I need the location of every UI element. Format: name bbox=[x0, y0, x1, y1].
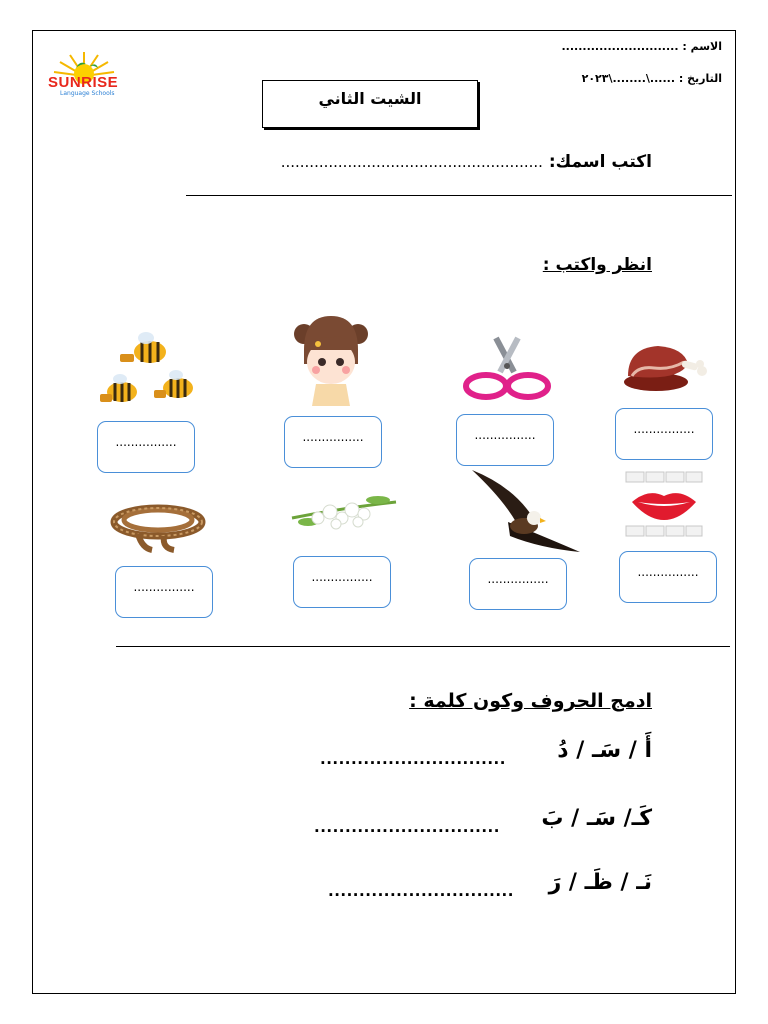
name-label: الاسم : bbox=[682, 40, 722, 53]
picture-bees bbox=[98, 330, 204, 418]
lips-icon bbox=[624, 470, 704, 542]
picture-rope bbox=[108, 496, 208, 558]
name-line bbox=[562, 40, 723, 53]
answer-box-scissors[interactable]: ................ bbox=[456, 414, 554, 466]
scissors-icon bbox=[462, 332, 552, 402]
merge-row-3-answer[interactable]: .............................. bbox=[328, 882, 514, 900]
answer-box-rope[interactable]: ................ bbox=[115, 566, 213, 618]
divider-2 bbox=[116, 646, 730, 647]
picture-meat bbox=[620, 338, 710, 402]
answer-box-flowers[interactable]: ................ bbox=[293, 556, 391, 608]
eagle-icon bbox=[468, 466, 582, 558]
divider-1 bbox=[186, 195, 732, 196]
section1-heading: انظر واكتب : bbox=[542, 255, 652, 275]
merge-row-3-letters: نَـ / ظَـ / رَ bbox=[548, 870, 652, 895]
picture-girl bbox=[294, 310, 368, 410]
answer-box-lips[interactable]: ................ bbox=[619, 551, 717, 603]
write-name-label: اكتب اسمك: bbox=[548, 152, 652, 172]
merge-row-2-answer[interactable]: .............................. bbox=[314, 818, 500, 836]
date-line bbox=[582, 72, 722, 85]
flowers-icon bbox=[288, 488, 400, 538]
rope-icon bbox=[108, 496, 208, 554]
name-dots[interactable]: ............................ bbox=[561, 40, 679, 53]
title-box bbox=[262, 80, 478, 128]
meat-icon bbox=[620, 338, 710, 398]
logo-brand: SUNRISE bbox=[48, 74, 119, 91]
date-value[interactable]: ......\........\٢٠٢٣ bbox=[581, 72, 676, 85]
picture-eagle bbox=[468, 466, 582, 562]
merge-row-1-letters: أَ / سَـ / دُ bbox=[557, 738, 652, 763]
bees-icon bbox=[98, 330, 204, 414]
logo-tagline: Language Schools bbox=[60, 90, 115, 97]
answer-box-meat[interactable]: ................ bbox=[615, 408, 713, 460]
picture-lips bbox=[624, 470, 704, 546]
page-title: الشيت الثاني bbox=[318, 89, 422, 108]
girl-icon bbox=[294, 310, 368, 406]
picture-flowers bbox=[288, 488, 400, 542]
picture-scissors bbox=[462, 332, 552, 406]
sunrise-logo bbox=[46, 50, 122, 102]
date-label: التاريخ : bbox=[678, 72, 722, 85]
answer-box-bees[interactable]: ................ bbox=[97, 421, 195, 473]
answer-box-eagle[interactable]: ................ bbox=[469, 558, 567, 610]
merge-row-2-letters: كَـ/ سَـ / بَ bbox=[541, 806, 652, 831]
answer-box-girl[interactable]: ................ bbox=[284, 416, 382, 468]
write-name-line bbox=[281, 152, 652, 172]
write-name-dots[interactable]: ....................................................... bbox=[280, 153, 543, 171]
section2-heading: ادمج الحروف وكون كلمة : bbox=[409, 690, 652, 712]
merge-row-1-answer[interactable]: .............................. bbox=[320, 750, 506, 768]
